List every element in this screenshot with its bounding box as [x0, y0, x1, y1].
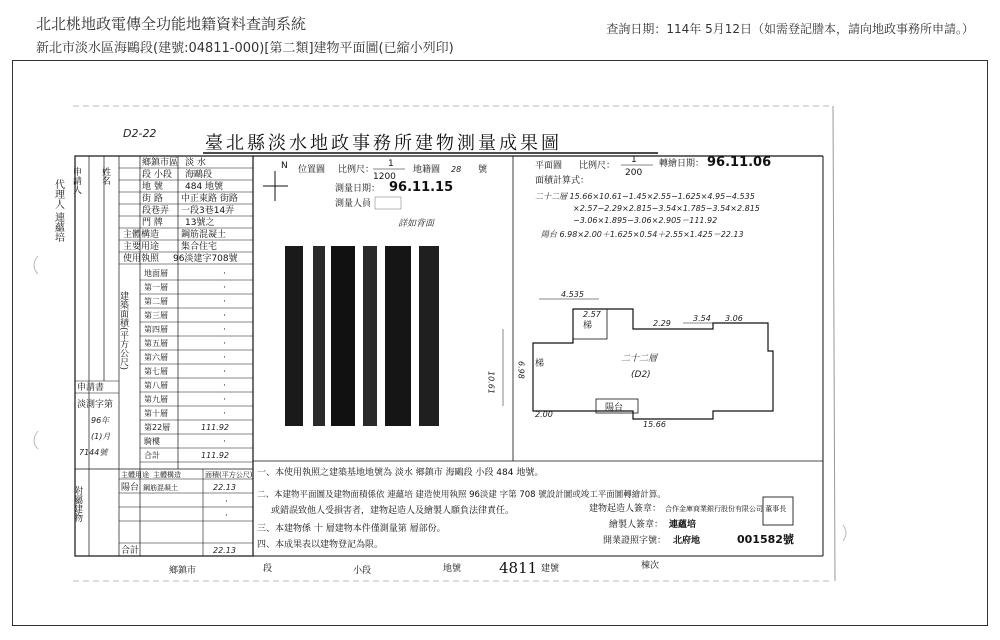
main-structure: 鋼筋混凝土	[181, 230, 227, 240]
floor-label: 二十二層	[621, 354, 658, 364]
location-note: 詳如背面	[398, 219, 435, 229]
calc-line: −3.06×1.895−3.06×2.905＝111.92	[573, 216, 718, 225]
bottom-floor: 棟次	[641, 561, 660, 571]
app-book-line: 96年	[91, 416, 110, 425]
floor-area-value: 111.92	[201, 451, 229, 460]
plan-dim: 4.535	[561, 290, 584, 299]
land-key: 地 號	[142, 182, 163, 192]
signer-key: 繪製人簽章：	[609, 520, 664, 530]
plan-scale-num: 1	[631, 155, 637, 165]
note-line: 三、本建物係 十 層建物本件僅測量第 層部份。	[257, 524, 446, 534]
floor-name: 第二層	[144, 297, 168, 306]
floor-name: 第三層	[144, 311, 168, 320]
name-label: 姓名	[100, 167, 110, 185]
bottom-subsection: 小段	[353, 566, 372, 576]
floor-name: 地面層	[144, 269, 168, 278]
floor-name: 第五層	[144, 339, 168, 348]
stair-label: 梯	[535, 359, 545, 369]
signer-value: 合作金庫商業銀行股份有限公司 董事長	[665, 505, 787, 513]
attach-area: ·	[225, 511, 228, 521]
document-subtitle: 新北市淡水區海鷗段(建號:04811-000)[第二類]建物平面圖(已縮小列印)	[36, 41, 454, 56]
plan-scale-label: 比例尺：	[579, 161, 616, 171]
app-book-label: 申請書	[77, 383, 105, 393]
survey-date: 96.11.15	[389, 180, 454, 195]
bottom-bldg-no: 4811	[499, 559, 538, 577]
floor-area-value: ·	[223, 283, 226, 293]
plan-dim: 10.61	[486, 371, 496, 394]
floor-area-value: ·	[223, 297, 226, 307]
calc-label: 面積計算式：	[535, 176, 590, 186]
floor-name: 騎樓	[144, 437, 160, 446]
floor-name: 第六層	[144, 353, 168, 362]
floor-area-value: ·	[223, 367, 226, 377]
main-structure-label: 主體構造	[123, 230, 160, 240]
area-title: 建築面積(平方公尺)	[118, 291, 128, 371]
floor-name: 第十層	[144, 409, 168, 418]
calc-line: ×2.57−2.29×2.815−3.54×1.785−3.54×2.815	[573, 204, 760, 213]
land-key: 街 路	[142, 194, 163, 204]
applicant-label: 申請人	[71, 167, 81, 194]
floor-area-value: ·	[223, 353, 226, 363]
punch-hole	[843, 525, 846, 541]
bottom-bldg-suffix: 建號	[541, 564, 560, 574]
plan-scale-den: 200	[625, 168, 643, 178]
floor-name: 第一層	[144, 283, 168, 292]
agent-vertical: 代理人 連蘊培	[52, 179, 64, 243]
attach-key: 陽台	[121, 483, 140, 493]
land-value: 一段3巷14弄	[181, 206, 235, 216]
plan-dim: 6.98	[516, 361, 526, 379]
main-use: 集合住宅	[181, 242, 218, 252]
attach-area: ·	[225, 497, 228, 507]
bottom-section: 段	[263, 564, 273, 574]
attach-key: 合計	[121, 546, 140, 556]
sheet-label: 地籍圖	[413, 165, 441, 175]
sheet-suffix: 號	[478, 165, 488, 175]
floor-name: 第八層	[144, 381, 168, 390]
north-arrow-label: N	[281, 161, 288, 171]
floor-area-value: ·	[223, 437, 226, 447]
floor-area-value: ·	[223, 381, 226, 391]
attach-header: 主體用途	[121, 471, 149, 479]
attach-label: 附屬建物	[72, 486, 82, 522]
land-value: 中正東路 街路	[181, 194, 238, 204]
floor-area-value: ·	[223, 311, 226, 321]
floor-area-value: ·	[223, 395, 226, 405]
query-date: 查詢日期：114年 5月12日（如需登記謄本，請向地政事務所申請。）	[606, 22, 974, 36]
attach-area: 22.13	[213, 546, 236, 555]
app-book-line: 淡測字第	[77, 400, 114, 410]
bottom-land-no: 地號	[443, 564, 462, 574]
sheet-no: 28	[451, 165, 462, 174]
land-value: 13號之	[185, 218, 215, 228]
location-label: 位置圖	[298, 165, 326, 175]
attach-header: 面積(平方公尺)	[205, 471, 253, 479]
draw-date: 96.11.06	[707, 155, 772, 170]
calc-line: 陽台 6.98×2.00＋1.625×0.54＋2.55×1.425＝22.13	[541, 230, 744, 239]
plan-label: 平面圖	[535, 161, 563, 171]
scanned-survey-drawing	[13, 61, 989, 627]
floor-name: 第九層	[144, 395, 168, 404]
floor-name: 合計	[144, 451, 160, 460]
scan-artifact	[285, 246, 303, 426]
draw-date-label: 轉繪日期：	[659, 159, 705, 169]
doc-title: 臺北縣淡水地政事務所建物測量成果圖	[205, 133, 562, 154]
plan-dim: 15.66	[643, 420, 666, 429]
survey-date-label: 測量日期：	[335, 184, 381, 194]
surveyor-stamp	[375, 197, 401, 209]
main-use-label: 主要用途	[123, 242, 160, 252]
serial-no: 001582號	[737, 533, 794, 546]
punch-hole	[34, 431, 38, 449]
permit: 96淡建字708號	[173, 254, 238, 264]
land-key: 鄉鎮市區	[142, 158, 179, 168]
note-line: 四、本成果表以建物登記為限。	[257, 540, 384, 550]
floor-name: 第四層	[144, 325, 168, 334]
surveyor-label: 測量人員	[335, 199, 372, 209]
floor-name: 第七層	[144, 367, 168, 376]
land-key: 段 小段	[142, 170, 172, 180]
attach-use: 鋼筋混凝土	[143, 484, 178, 492]
land-key: 段巷弄	[142, 206, 170, 216]
floor-area-value: ·	[223, 325, 226, 335]
app-book-line: 7144號	[79, 448, 108, 457]
note-line: 或錯誤致他人受損害者，建物起造人及繪製人願負法律責任。	[271, 506, 515, 516]
land-value: 海鷗段	[185, 170, 213, 180]
floor-area-value: ·	[223, 409, 226, 419]
plan-dim: 2.00	[535, 410, 553, 419]
location-scale-den: 1200	[373, 172, 396, 182]
document-frame	[12, 60, 988, 626]
floor-area-value: ·	[223, 339, 226, 349]
attach-area: 22.13	[213, 483, 236, 492]
corner-mark: D2-22	[123, 127, 157, 140]
land-value: 484 地號	[185, 182, 224, 192]
floor-area-value: ·	[223, 269, 226, 279]
land-value: 淡 水	[185, 158, 206, 168]
plan-dim: 3.06	[725, 314, 743, 323]
unit-label: (D2)	[631, 370, 651, 380]
bottom-city: 鄉鎮市	[169, 566, 197, 576]
plan-dim: 2.57	[583, 310, 601, 319]
signer-key: 建物起造人簽章：	[589, 504, 662, 514]
land-key: 門 牌	[142, 218, 163, 228]
location-scale-num: 1	[388, 159, 394, 169]
signer-key: 開業證照字號：	[603, 536, 667, 546]
balcony-label: 陽台	[605, 403, 624, 413]
plan-dim: 3.54	[693, 314, 711, 323]
floor-area-value: 111.92	[201, 423, 229, 432]
permit-label: 使用執照	[123, 254, 160, 264]
note-line: 二、本建物平面圖及建物面積係依 連蘊培 建造使用執照 96淡建 字第 708 號設計圖或竣工平面圖轉繪計算。	[257, 490, 666, 500]
location-scale-label: 比例尺：	[338, 165, 375, 175]
punch-hole	[34, 256, 38, 274]
attach-header: 主體構造	[153, 471, 181, 479]
app-book-line: (1)月	[91, 432, 111, 441]
signer-value: 北府地	[673, 536, 701, 546]
note-line: 一、本使用執照之建築基地地號為 淡水 鄉鎮市 海鷗段 小段 484 地號。	[257, 468, 544, 478]
floor-area-rows	[140, 268, 253, 462]
app-title: 北北桃地政電傳全功能地籍資料查詢系統	[36, 15, 307, 33]
signer-value: 連蘊培	[669, 520, 697, 530]
stair-label: 梯	[583, 321, 593, 331]
plan-dim: 2.29	[653, 319, 671, 328]
floor-name: 第22層	[144, 423, 171, 432]
calc-line: 二十二層 15.66×10.61−1.45×2.55−1.625×4.95−4.535	[535, 192, 755, 201]
